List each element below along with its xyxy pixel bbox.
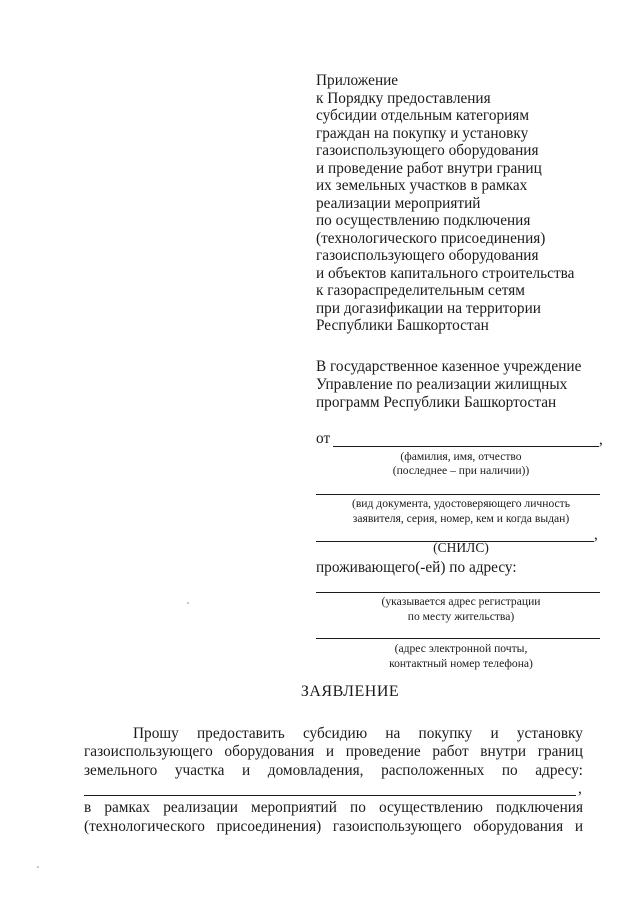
word: и <box>490 725 499 742</box>
appendix-line: (технологического присоединения) <box>316 229 546 247</box>
statement-line-1 <box>133 725 583 743</box>
statement-title: ЗАЯВЛЕНИЕ <box>300 683 400 700</box>
appendix-line: по осуществлению подключения <box>316 212 531 229</box>
property-address-comma: , <box>578 780 582 797</box>
appendix-line: Приложение <box>316 72 399 89</box>
fio-hint-1: (фамилия, имя, отчество <box>400 450 522 463</box>
word: оборудования <box>224 743 315 760</box>
word: участка <box>174 762 225 779</box>
word: на <box>385 725 401 742</box>
snils-comma: , <box>594 526 598 543</box>
appendix-block <box>316 72 574 335</box>
word: земельного <box>84 762 158 779</box>
word: и <box>242 762 251 779</box>
id-document-field[interactable] <box>316 494 600 495</box>
addressee-block <box>316 358 581 412</box>
addressee-line: В государственное казенное учреждение <box>316 358 582 375</box>
word: по <box>501 762 518 779</box>
appendix-line: граждан на покупку и установку <box>316 124 529 142</box>
word: адресу: <box>535 762 583 779</box>
statement-line-6 <box>84 818 583 836</box>
contacts-hint-2: контактный номер телефона) <box>389 657 533 670</box>
word: предоставить <box>196 725 285 742</box>
appendix-line: Республики Башкортостан <box>316 317 489 334</box>
word: субсидию <box>302 725 368 742</box>
word: расположенных <box>381 762 485 779</box>
appendix-line: их земельных участков в рамках <box>316 177 528 194</box>
word: (технологического <box>84 818 205 835</box>
word: проведение <box>345 743 421 760</box>
word: газоиспользующего <box>332 818 462 835</box>
scan-speck <box>37 866 39 868</box>
from-label: от <box>316 430 331 447</box>
appendix-line: газоиспользующего оборудования <box>316 142 539 159</box>
word: покупку <box>418 725 473 742</box>
word: осуществлению <box>378 799 483 816</box>
appendix-line: к Порядку предоставления <box>316 89 491 107</box>
address-hint-2: по месту жительства) <box>407 610 515 623</box>
word: мероприятий <box>251 799 337 816</box>
addressee-line: Управление по реализации жилищных <box>316 376 568 393</box>
contacts-hint-1: (адрес электронной почты, <box>394 642 528 655</box>
word: подключения <box>496 799 583 816</box>
appendix-line: при догазификации на территории <box>316 299 541 317</box>
statement-line-2 <box>84 743 583 761</box>
fio-hint-2: (последнее – при наличии)) <box>392 464 530 477</box>
appendix-line: субсидии отдельным категориям <box>316 107 530 124</box>
residing-label: проживающего(-ей) по адресу: <box>316 559 517 576</box>
property-address-field[interactable] <box>84 795 576 796</box>
appendix-line: реализации мероприятий <box>316 194 481 212</box>
id-document-hint-2: заявителя, серия, номер, кем и когда выдан) <box>352 512 570 525</box>
snils-hint: (СНИЛС) <box>433 540 489 555</box>
statement-line-5 <box>84 799 583 817</box>
word: домовладения, <box>267 762 364 779</box>
word: и <box>574 818 583 835</box>
scan-speck <box>187 602 189 604</box>
word: газоиспользующего <box>84 743 213 760</box>
word: рамках <box>104 799 151 816</box>
word: присоединения) <box>216 818 322 835</box>
word: Прошу <box>133 725 179 742</box>
appendix-line: к газораспределительным сетям <box>316 282 525 299</box>
word: реализации <box>163 799 238 816</box>
id-document-hint-1: (вид документа, удостоверяющего личность <box>351 497 571 510</box>
appendix-line: и объектов капитального строительства <box>316 264 575 282</box>
address-field[interactable] <box>316 592 600 593</box>
word: границ <box>537 743 583 760</box>
addressee-line: программ Республики Башкортостан <box>316 394 557 411</box>
appendix-line: и проведение работ внутри границ <box>316 159 542 177</box>
contacts-field[interactable] <box>316 638 600 639</box>
word: оборудования <box>473 818 564 835</box>
statement-line-3 <box>84 762 583 780</box>
word: в <box>84 799 92 816</box>
appendix-line: газоиспользующего оборудования <box>316 247 539 264</box>
address-hint-1: (указывается адрес регистрации <box>381 595 541 608</box>
word: по <box>350 799 366 816</box>
word: внутри <box>480 743 527 760</box>
word: работ <box>432 743 469 760</box>
fio-comma: , <box>599 431 603 448</box>
word: и <box>325 743 335 760</box>
word: установку <box>516 725 583 742</box>
fio-field[interactable] <box>333 446 599 447</box>
